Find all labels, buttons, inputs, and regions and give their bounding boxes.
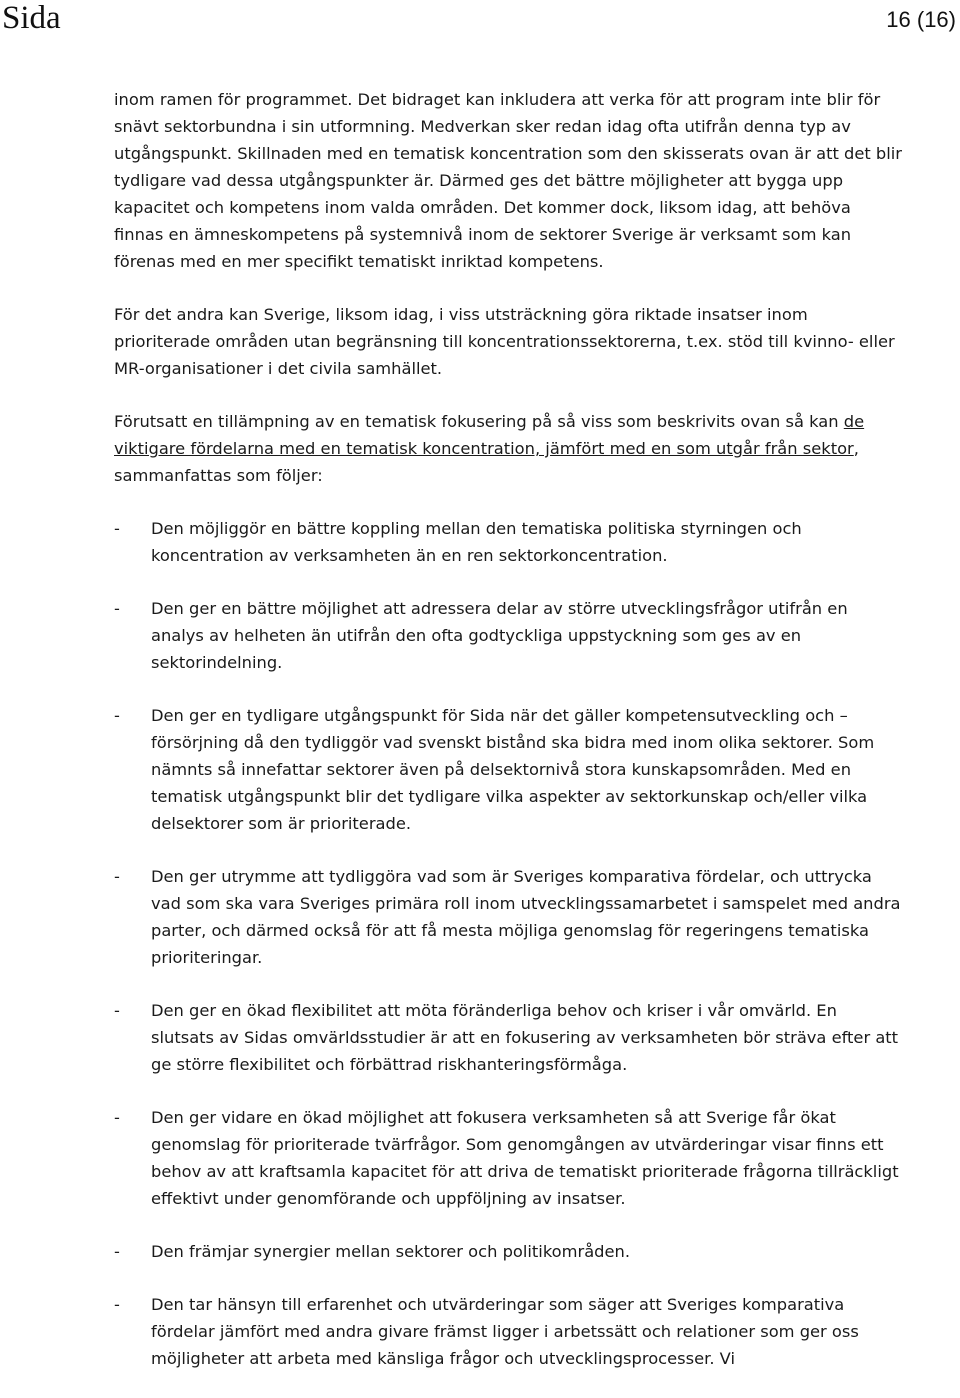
list-item-text: Den ger utrymme att tydliggöra vad som är Sveriges komparativa fördelar, och uttrycka vad som ska vara Sveriges primära roll inom utvecklingssamarbetet i samspelet med andra parter, och därmed också för att få mesta möjliga genomslag för regeringens tematiska prioriteringar.	[151, 867, 901, 967]
list-item-text: Den ger vidare en ökad möjlighet att fokusera verksamheten så att Sverige får ökat genomslag för prioriterade tvärfrågor. Som genomgången av utvärderingar visar finns ett behov av att kraftsamla kapacitet för att driva de tematiskt prioriterade frågorna tillräckligt effektivt under genomförande och uppföljning av insatser.	[151, 1108, 899, 1208]
list-item-text: Den främjar synergier mellan sektorer och politikområden.	[151, 1242, 631, 1261]
list-item-text: Den ger en ökad flexibilitet att möta föränderliga behov och kriser i vår omvärld. En slutsats av Sidas omvärldsstudier är att en fokusering av verksamheten bör sträva efter att ge större flexibilitet och förbättrad riskhanteringsförmåga.	[151, 1001, 899, 1074]
list-item-text: Den ger en bättre möjlighet att adressera delar av större utvecklingsfrågor utifrån en analys av helheten än utifrån den ofta godtyckliga uppstyckning som ges av en sektorindelning.	[151, 599, 848, 672]
bullet-dash: -	[114, 1108, 120, 1127]
list-item-text: Den möjliggör en bättre koppling mellan den tematiska politiska styrningen och koncentration av verksamheten än en ren sektorkoncentration.	[151, 519, 802, 565]
bullet-dash: -	[114, 599, 120, 618]
list-item-text: Den ger en tydligare utgångspunkt för Sida när det gäller kompetensutveckling och – försörjning då den tydliggör vad svenskt bistånd ska bidra med inom olika sektorer. Som nämnts så innefattar sektorer även på delsektornivå stora kunskapsområden. Med en tematisk utgångspunkt blir det tydligare vilka aspekter av sektorkunskap och/eller vilka delsektorer som är prioriterade.	[151, 706, 875, 833]
advantages-list	[114, 515, 904, 1372]
bullet-dash: -	[114, 1295, 120, 1314]
page-header	[0, 0, 960, 40]
paragraph-2: För det andra kan Sverige, liksom idag, i viss utsträckning göra riktade insatser inom prioriterade områden utan begränsning till koncentrationssektorerna, t.ex. stöd till kvinno- eller MR-organisationer i det civila samhället.	[114, 305, 895, 378]
bullet-dash: -	[114, 706, 120, 725]
list-item	[114, 595, 904, 676]
paragraph-1: inom ramen för programmet. Det bidraget kan inkludera att verka för att program inte blir för snävt sektorbundna i sin utformning. Medverkan sker redan idag ofta utifrån denna typ av utgångspunkt. Skillnaden med en tematisk koncentration som den skisserats ovan är att det blir tydligare vad dessa utgångspunkter är. Därmed ges det bättre möjligheter att bygga upp kapacitet och kompetens inom valda områden. Det kommer dock, liksom idag, att behöva finnas en ämneskompetens på systemnivå inom de sektorer Sverige är verksamt som kan förenas med en mer specifikt tematiskt inriktad kompetens.	[114, 90, 902, 271]
paragraph-3-tail: , sammanfattas som följer:	[114, 439, 859, 485]
list-item	[114, 863, 904, 971]
paragraph-3-lead: Förutsatt en tillämpning av en tematisk fokusering på så viss som beskrivits ovan så kan	[114, 412, 844, 431]
list-item-text: Den tar hänsyn till erfarenhet och utvärderingar som säger att Sveriges komparativa fördelar jämfört med andra givare främst ligger i arbetssätt och relationer som ger oss möjligheter att arbeta med känsliga frågor och utvecklingsprocesser. Vi	[151, 1295, 859, 1368]
list-item	[114, 1291, 904, 1372]
paragraph-3-underlined: de viktigare fördelarna med en tematisk koncentration, jämfört med en som utgår från sektor	[114, 412, 865, 458]
page-number: 16 (16)	[886, 7, 956, 32]
list-item	[114, 997, 904, 1078]
bullet-dash: -	[114, 519, 120, 538]
sida-logo: Sida	[2, 0, 61, 36]
bullet-dash: -	[114, 867, 120, 886]
paragraph-3	[114, 408, 904, 489]
list-item	[114, 515, 904, 569]
bullet-dash: -	[114, 1242, 120, 1261]
bullet-dash: -	[114, 1001, 120, 1020]
list-item	[114, 702, 904, 837]
document-body	[114, 86, 904, 1398]
list-item	[114, 1238, 904, 1265]
list-item	[114, 1104, 904, 1212]
